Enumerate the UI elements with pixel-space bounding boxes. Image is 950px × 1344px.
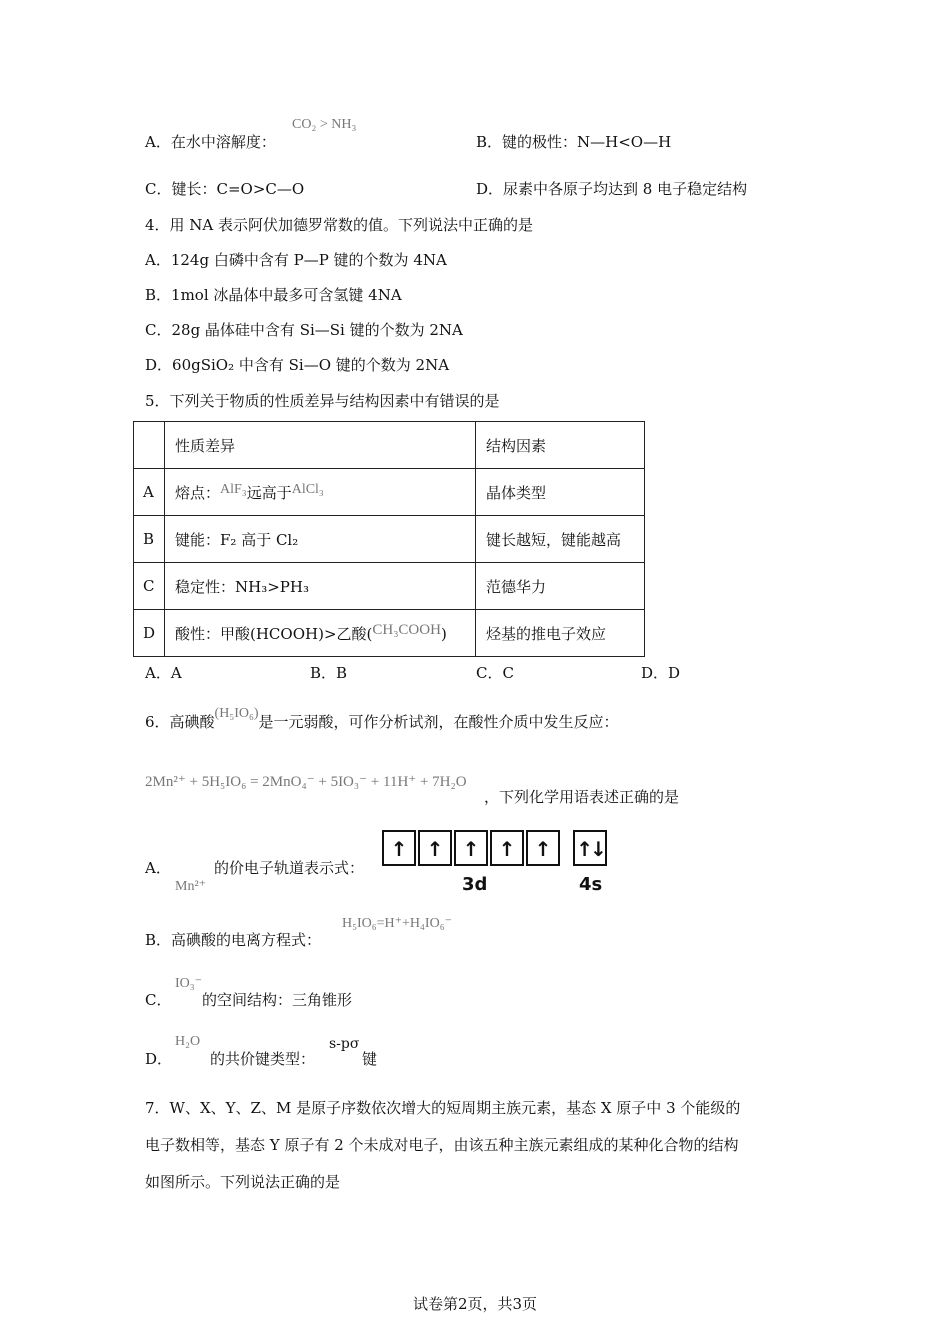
q7-line-3: 如图所示。下列说法正确的是 bbox=[145, 1173, 341, 1191]
table-header-cell bbox=[134, 422, 165, 469]
q5-stem: 5．下列关于物质的性质差异与结构因素中有错误的是 bbox=[145, 392, 500, 410]
q6-option-c-label: C． bbox=[145, 991, 172, 1009]
orbital-label-4s: 4s bbox=[579, 874, 603, 895]
page-footer: 试卷第2页，共3页 bbox=[412, 1295, 538, 1313]
q3-option-a-formula: CO₂ > NH₃ bbox=[292, 117, 357, 132]
q6-option-a-ion: Mn²⁺ bbox=[175, 879, 207, 894]
row-factor: 烃基的推电子效应 bbox=[476, 610, 645, 657]
orbital-box-3d: ↑ bbox=[490, 830, 524, 866]
q6-option-d-text: 的共价键类型： bbox=[210, 1050, 316, 1068]
row-key: C bbox=[134, 563, 165, 610]
orbital-box-3d: ↑ bbox=[418, 830, 452, 866]
q6-stem: 6．高碘酸(H₅IO₆)是一元弱酸，可作分析试剂，在酸性介质中发生反应： bbox=[145, 706, 619, 731]
table-header-cell: 结构因素 bbox=[476, 422, 645, 469]
q4-option-a: A．124g 白磷中含有 P—P 键的个数为 4NA bbox=[145, 251, 447, 269]
table-header-cell: 性质差异 bbox=[165, 422, 476, 469]
q4-stem: 4．用 NA 表示阿伏加德罗常数的值。下列说法中正确的是 bbox=[145, 216, 534, 234]
q5-table bbox=[133, 421, 645, 657]
table-row bbox=[134, 563, 645, 610]
q4-option-d: D．60gSiO₂ 中含有 Si—O 键的个数为 2NA bbox=[145, 356, 450, 374]
table-row bbox=[134, 516, 645, 563]
row-factor: 晶体类型 bbox=[476, 469, 645, 516]
q6-option-b-text: B．高碘酸的电离方程式： bbox=[145, 931, 322, 949]
q3-option-d: D．尿素中各原子均达到 8 电子稳定结构 bbox=[476, 180, 748, 198]
q6-equation: 2Mn²⁺ + 5H₅IO₆ = 2MnO₄⁻ + 5IO₃⁻ + 11H⁺ + 7H₂O bbox=[145, 774, 467, 790]
q5-answer-b: B．B bbox=[310, 664, 348, 682]
table-row bbox=[134, 610, 645, 657]
q6-option-c-text: 的空间结构：三角锥形 bbox=[202, 991, 353, 1009]
q6-option-d-bond: s-pσ bbox=[329, 1036, 360, 1052]
q4-option-c: C．28g 晶体硅中含有 Si—Si 键的个数为 2NA bbox=[145, 321, 463, 339]
row-key: A bbox=[134, 469, 165, 516]
row-property: 稳定性：NH₃>PH₃ bbox=[165, 563, 476, 610]
q3-option-a: A．在水中溶解度： bbox=[145, 133, 276, 151]
orbital-box-3d: ↑ bbox=[526, 830, 560, 866]
q7-line-1: 7．W、X、Y、Z、M 是原子序数依次增大的短周期主族元素，基态 X 原子中 3 个能级的 bbox=[145, 1099, 741, 1117]
q5-answer-d: D．D bbox=[641, 664, 681, 682]
orbital-box-3d: ↑ bbox=[454, 830, 488, 866]
q5-answer-a: A．A bbox=[145, 664, 182, 682]
row-factor: 键长越短，键能越高 bbox=[476, 516, 645, 563]
q6-option-d-label: D． bbox=[145, 1050, 173, 1068]
row-key: D bbox=[134, 610, 165, 657]
q5-answer-c: C．C bbox=[476, 664, 514, 682]
q6-option-d-molecule: H₂O bbox=[175, 1034, 201, 1049]
row-key: B bbox=[134, 516, 165, 563]
row-property: 熔点：AlF₃远高于AlCl₃ bbox=[165, 469, 476, 516]
q7-line-2: 电子数相等，基态 Y 原子有 2 个未成对电子，由该五种主族元素组成的某种化合物的结构 bbox=[145, 1136, 739, 1154]
table-header-row bbox=[134, 422, 645, 469]
q4-option-b: B．1mol 冰晶体中最多可含氢键 4NA bbox=[145, 286, 402, 304]
q3-option-c: C．键长：C=O>C—O bbox=[145, 180, 305, 198]
row-property: 酸性：甲酸(HCOOH)>乙酸(CH₃COOH) bbox=[165, 610, 476, 657]
q6-option-d-tail: 键 bbox=[362, 1050, 378, 1068]
q6-equation-tail: ，下列化学用语表述正确的是 bbox=[484, 788, 680, 806]
q6-option-a-label: A． bbox=[145, 859, 171, 877]
q6-option-c-ion: IO₃⁻ bbox=[175, 976, 203, 991]
q6-option-b-formula: H₅IO₆=H⁺+H₄IO₆⁻ bbox=[342, 916, 452, 931]
q3-option-b: B．键的极性：N—H<O—H bbox=[476, 133, 672, 151]
orbital-label-3d: 3d bbox=[462, 874, 488, 895]
row-factor: 范德华力 bbox=[476, 563, 645, 610]
row-property: 键能：F₂ 高于 Cl₂ bbox=[165, 516, 476, 563]
orbital-box-4s: ↑↓ bbox=[573, 830, 607, 866]
orbital-box-3d: ↑ bbox=[382, 830, 416, 866]
table-row bbox=[134, 469, 645, 516]
q6-option-a-text: 的价电子轨道表示式： bbox=[214, 859, 365, 877]
